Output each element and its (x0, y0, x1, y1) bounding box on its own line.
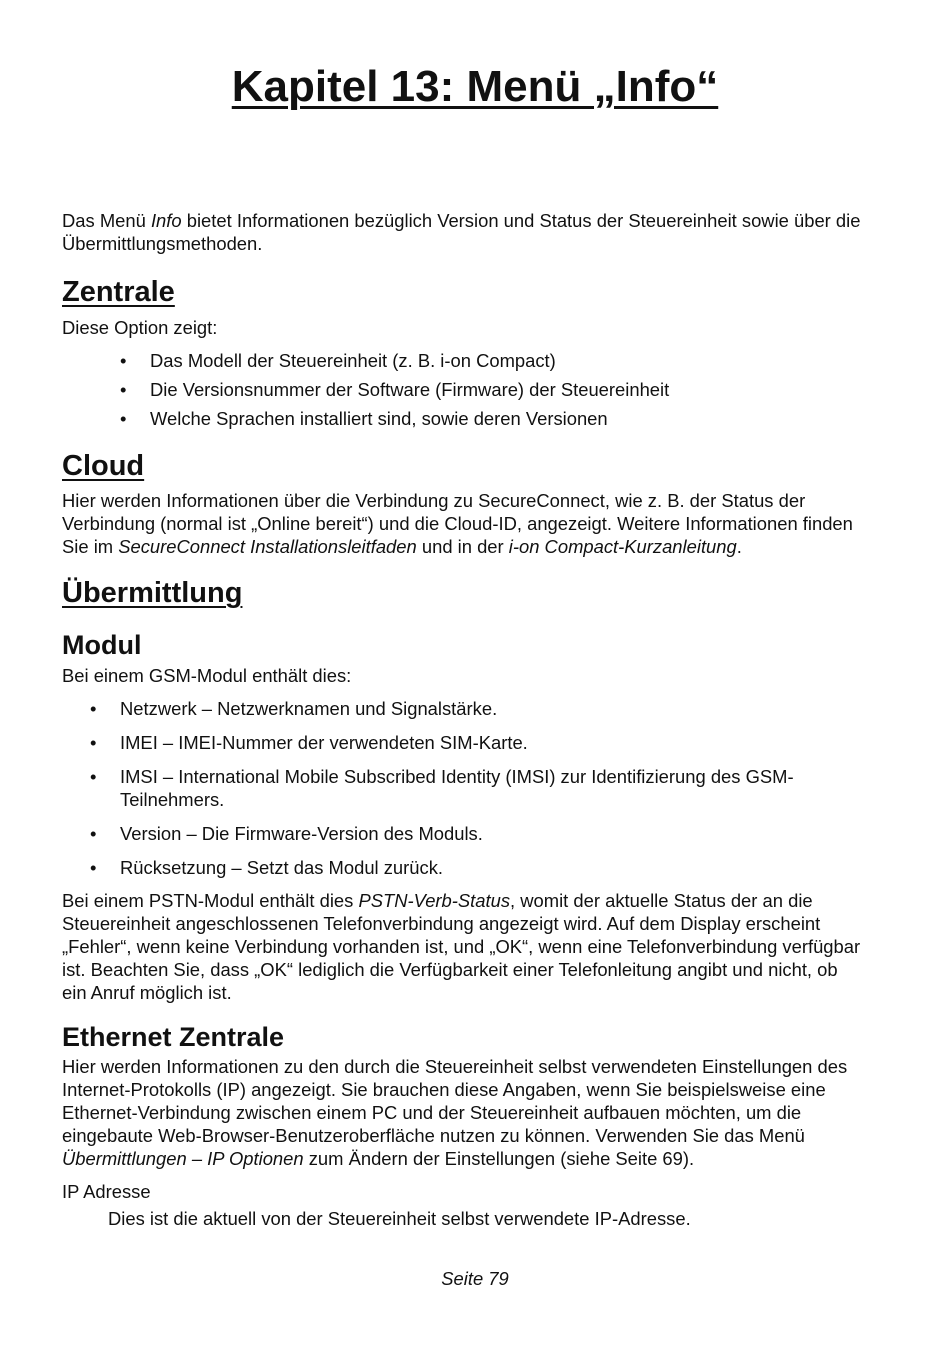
cloud-emphasis-1: SecureConnect Installationsleitfaden (118, 536, 417, 557)
list-item: • Rücksetzung – Setzt das Modul zurück. (90, 856, 860, 879)
cloud-text-1: Hier werden Informationen über die Verbindung zu SecureConnect, wie z. B. der Status der Verbindung (normal ist „Online bereit“) und die Cloud-ID, angezeigt. Weitere Informationen finden Sie im (62, 490, 853, 557)
intro-emphasis: Info (150, 210, 182, 231)
zentrale-lead: Diese Option zeigt: (62, 317, 218, 338)
cloud-paragraph (62, 489, 862, 558)
list-item: • Welche Sprachen installiert sind, sowie deren Versionen (120, 407, 880, 430)
pstn-text-end: , womit der aktuelle Status der an die Steuereinheit angeschlossenen Telefonverbindung angezeigt wird. Auf dem Display erscheint „Fehler“, wenn keine Verbindung vorhanden ist, und „OK“, wenn eine Telefonverbindung verfügbar ist. Beachten Sie, dass „OK“ lediglich die Verfügbarkeit einer Telefonleitung angibt und nicht, ob ein Anruf möglich ist. (62, 890, 861, 1003)
pstn-text-start: Bei einem PSTN-Modul enthält dies (62, 890, 359, 911)
ethernet-paragraph (62, 1055, 862, 1170)
ethernet-text-2: zum Ändern der Einstellungen (siehe Seite 69). (303, 1148, 695, 1169)
modul-list (90, 697, 860, 890)
ip-address-label: IP Adresse (62, 1181, 151, 1202)
heading-modul: Modul (62, 630, 142, 660)
intro-paragraph (62, 209, 862, 255)
ip-address-description: Dies ist die aktuell von der Steuereinheit selbst verwendete IP-Adresse. (108, 1208, 691, 1229)
cloud-emphasis-2: i-on Compact-Kurzanleitung (508, 536, 737, 557)
page-number: Seite 79 (441, 1268, 509, 1289)
modul-lead: Bei einem GSM-Modul enthält dies: (62, 665, 352, 686)
pstn-paragraph (62, 889, 862, 1004)
cloud-text-3: . (736, 536, 742, 557)
list-item: • Netzwerk – Netzwerknamen und Signalstärke. (90, 697, 860, 720)
ethernet-emphasis: Übermittlungen – IP Optionen (62, 1148, 304, 1169)
cloud-text-2: und in der (416, 536, 509, 557)
list-item: • Das Modell der Steuereinheit (z. B. i-on Compact) (120, 349, 880, 372)
ethernet-text-1: Hier werden Informationen zu den durch die Steuereinheit selbst verwendeten Einstellungen des Internet-Protokolls (IP) angezeigt. Sie brauchen diese Angaben, wenn Sie beispielsweise eine Ethernet-Verbindung zwischen einem PC und der Steuereinheit aufbauen möchten, um die eingebaute Web-Browser-Benutzeroberfläche nutzen zu können. Verwenden Sie das Menü (62, 1056, 848, 1146)
list-item: • IMEI – IMEI-Nummer der verwendeten SIM-Karte. (90, 731, 860, 754)
heading-zentrale: Zentrale (62, 276, 175, 308)
intro-text-end: bietet Informationen bezüglich Version und Status der Steuereinheit sowie über die Übermittlungsmethoden. (62, 210, 861, 254)
list-item: • IMSI – International Mobile Subscribed Identity (IMSI) zur Identifizierung des GSM-Teilnehmers. (90, 765, 860, 811)
list-item: • Die Versionsnummer der Software (Firmware) der Steuereinheit (120, 378, 880, 401)
intro-text-start: Das Menü (62, 210, 151, 231)
heading-ethernet-zentrale: Ethernet Zentrale (62, 1022, 285, 1052)
list-item: • Version – Die Firmware-Version des Moduls. (90, 822, 860, 845)
heading-cloud: Cloud (62, 450, 145, 482)
heading-uebermittlung: Übermittlung (62, 577, 243, 609)
zentrale-list (120, 349, 880, 436)
page-title: Kapitel 13: Menü „Info“ (231, 62, 719, 111)
pstn-emphasis: PSTN-Verb-Status (358, 890, 511, 911)
